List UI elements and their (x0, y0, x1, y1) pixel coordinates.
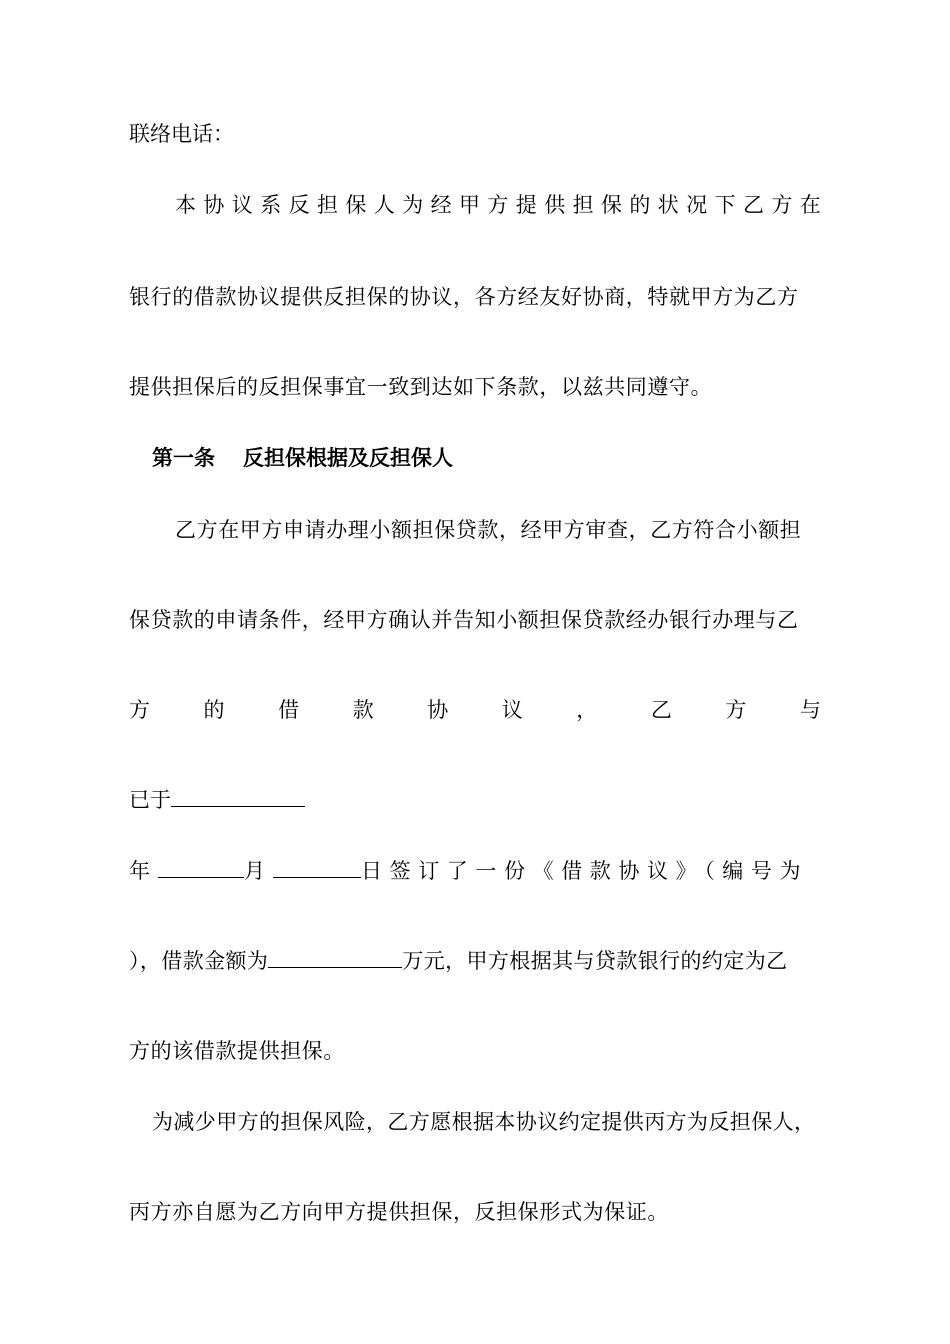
para1-line-4 (129, 786, 305, 814)
month-blank[interactable] (158, 857, 244, 878)
intro-line-1 (175, 191, 829, 219)
intro-line-3: 提供担保后的反担保事宜一致到达如下条款，以兹共同遵守。 (129, 375, 713, 399)
spread-char: 乙 (650, 698, 672, 722)
spread-char: 与 (799, 698, 821, 722)
para1-line-6 (129, 947, 788, 975)
spread-char: 方 (129, 698, 150, 722)
para1-line-2: 保贷款的申请条件，经甲方确认并告知小额担保贷款经办银行办理与乙 (129, 608, 799, 632)
spread-char: 款 (352, 698, 374, 722)
para2-line-2: 丙方亦自愿为乙方向甲方提供担保，反担保形式为保证。 (129, 1200, 669, 1224)
contact-label: 联络电话： (129, 122, 234, 146)
day-blank[interactable] (273, 857, 361, 878)
amount-blank[interactable] (268, 947, 402, 968)
spread-char: ， (576, 698, 598, 722)
article-1-heading (152, 444, 453, 472)
spread-char: 借 (278, 698, 300, 722)
para1-line-3 (129, 696, 821, 724)
intro-line-2: 银行的借款协议提供反担保的协议，各方经友好协商，特就甲方为乙方 (129, 285, 799, 309)
article-1-number: 第一条 (152, 446, 215, 470)
article-1-title: 反担保根据及反担保人 (243, 446, 453, 470)
date-prefix: 已于 (129, 788, 171, 812)
spread-char: 的 (203, 698, 225, 722)
para2-line-1: 为减少甲方的担保风险，乙方愿根据本协议约定提供丙方为反担保人， (152, 1110, 816, 1134)
amount-prefix: ），借款金额为 (129, 949, 269, 973)
line-5-rest: 日签订了一份《借款协议》（编号为 (361, 859, 809, 883)
amount-suffix: 万元，甲方根据其与贷款银行的约定为乙 (402, 949, 788, 973)
para1-line-5 (129, 857, 808, 885)
date-blank[interactable] (171, 786, 305, 807)
intro-line-1-text: 本协议系反担保人为经甲方提供担保的状况下乙方在 (175, 193, 829, 217)
spread-char: 议 (501, 698, 523, 722)
para1-line-1: 乙方在甲方申请办理小额担保贷款，经甲方审查，乙方符合小额担 (175, 518, 802, 542)
spread-char: 协 (427, 698, 449, 722)
spread-char: 方 (725, 698, 747, 722)
month-label: 月 (244, 859, 265, 883)
year-label: 年 (129, 859, 150, 883)
para1-line-7: 方的该借款提供担保。 (129, 1039, 345, 1063)
